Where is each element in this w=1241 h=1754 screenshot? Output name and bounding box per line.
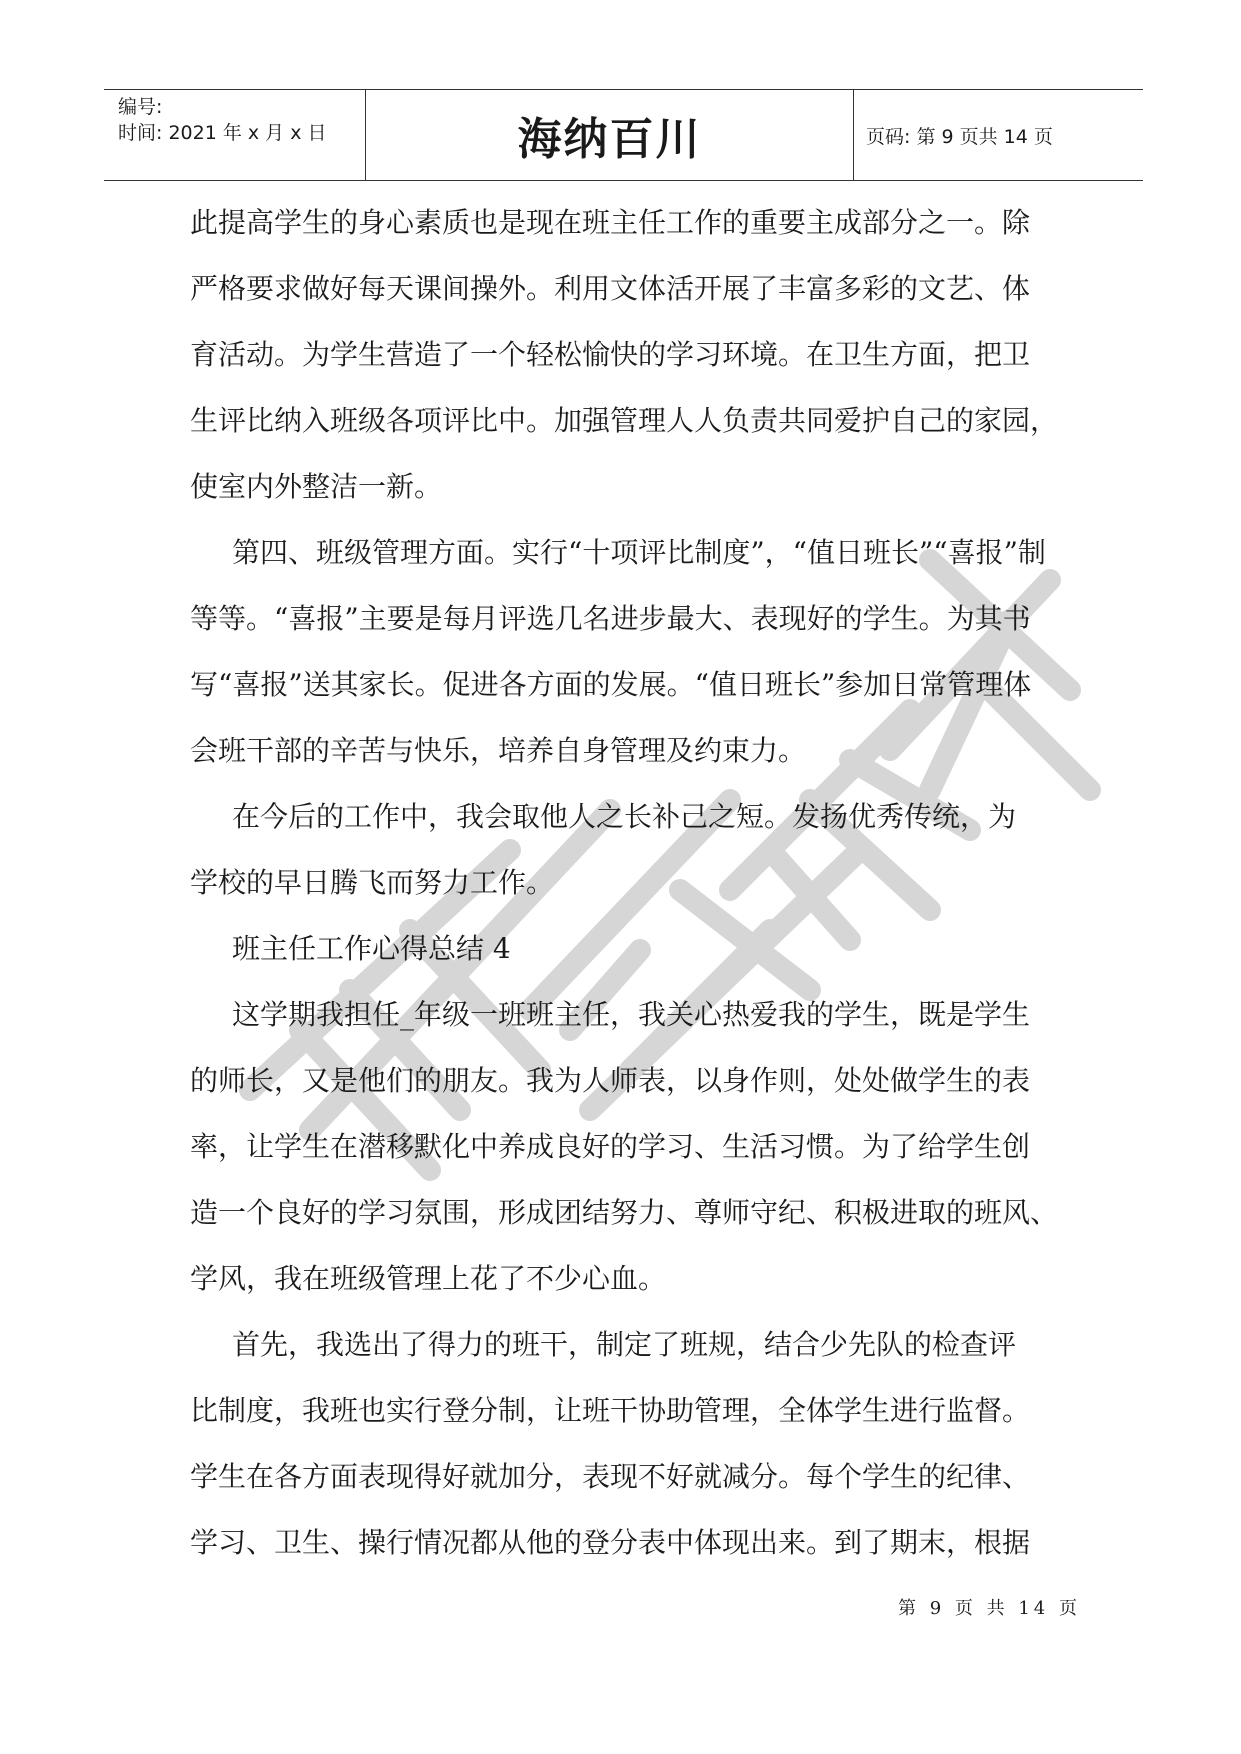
- body-line: 学校的早日腾飞而努力工作。: [190, 866, 555, 899]
- page-footer: [898, 1594, 1081, 1620]
- body-line: 会班干部的辛苦与快乐，培养自身管理及约束力。: [190, 734, 807, 767]
- body-line: 生评比纳入班级各项评比中。加强管理人人负责共同爱护自己的家园，: [190, 404, 1059, 437]
- body-line: 严格要求做好每天课间操外。利用文体活开展了丰富多彩的文艺、体: [190, 272, 1031, 305]
- body-line: 比制度，我班也实行登分制，让班干协助管理，全体学生进行监督。: [190, 1394, 1031, 1427]
- body-line: 的师长，又是他们的朋友。我为人师表，以身作则，处处做学生的表: [190, 1064, 1031, 1097]
- body-line: 学风，我在班级管理上花了不少心血。: [190, 1262, 667, 1295]
- body-line: 第四、班级管理方面。实行“十项评比制度”，“值日班长”“喜报”制: [232, 536, 1046, 569]
- header-page-label: 页码: 第 9 页共 14 页: [866, 125, 1053, 148]
- document-body: [190, 190, 1060, 1576]
- section-heading: 班主任工作心得总结 4: [232, 932, 511, 965]
- header-title: 海纳百川: [517, 114, 702, 165]
- body-line: 此提高学生的身心素质也是现在班主任工作的重要主成部分之一。除: [190, 206, 1031, 239]
- document-number-label: 编号:: [118, 96, 163, 118]
- body-line: 率，让学生在潜移默化中养成良好的学习、生活习惯。为了给学生创: [190, 1130, 1031, 1163]
- body-line: 使室内外整洁一新。: [190, 470, 443, 503]
- header-right-cell: [854, 90, 1143, 180]
- body-line: 在今后的工作中，我会取他人之长补己之短。发扬优秀传统，为: [232, 800, 1017, 833]
- body-line: 育活动。为学生营造了一个轻松愉快的学习环境。在卫生方面，把卫: [190, 338, 1031, 371]
- header-title-cell: [366, 90, 854, 180]
- header-left-cell: [104, 90, 366, 180]
- footer-page-number: 第 9 页 共 14 页: [898, 1598, 1081, 1619]
- document-date-label: 时间: 2021 年 x 月 x 日: [118, 122, 327, 144]
- body-line: 学生在各方面表现得好就加分，表现不好就减分。每个学生的纪律、: [190, 1460, 1031, 1493]
- body-line: 等等。“喜报”主要是每月评选几名进步最大、表现好的学生。为其书: [190, 602, 1031, 635]
- body-line: 首先，我选出了得力的班干，制定了班规，结合少先队的检查评: [232, 1328, 1017, 1361]
- body-line: 学习、卫生、操行情况都从他的登分表中体现出来。到了期末，根据: [190, 1526, 1031, 1559]
- body-line: 这学期我担任_年级一班班主任，我关心热爱我的学生，既是学生: [232, 998, 1031, 1031]
- page-header: [104, 89, 1143, 181]
- body-line: 造一个良好的学习氛围，形成团结努力、尊师守纪、积极进取的班风、: [190, 1196, 1059, 1229]
- body-line: 写“喜报”送其家长。促进各方面的发展。“值日班长”参加日常管理体: [190, 668, 1032, 701]
